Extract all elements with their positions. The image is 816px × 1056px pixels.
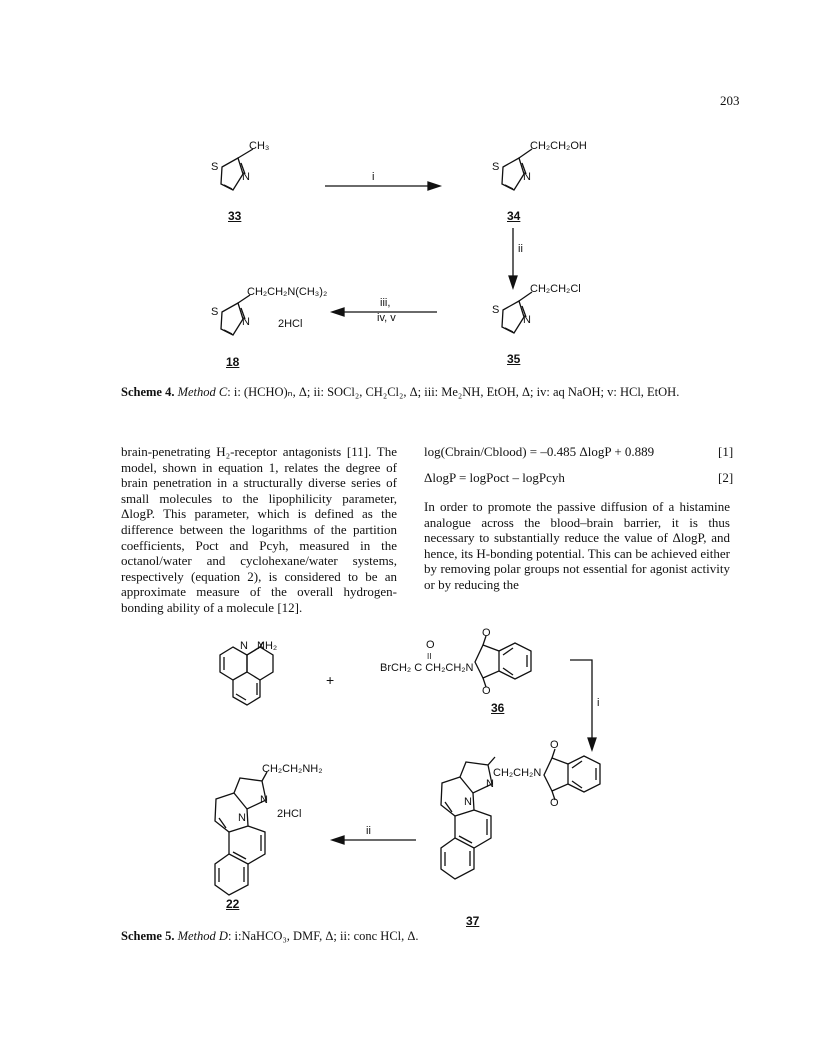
amino-group: NH₂	[257, 640, 278, 652]
bromoketone-chain: BrCH₂ C CH₂CH₂N	[380, 662, 474, 674]
phthalimide-36	[475, 636, 531, 687]
hydroxyethyl-group: CH₂CH₂OH	[530, 140, 587, 152]
step-label-ii: ii	[366, 825, 371, 837]
chloroethyl-group: CH₂CH₂Cl	[530, 283, 581, 295]
atom-n: N	[240, 640, 248, 652]
step-label-i: i	[597, 697, 600, 709]
atom-s: S	[211, 306, 219, 318]
carbonyl-oxygen-top: O	[550, 739, 559, 751]
atom-s: S	[492, 161, 500, 173]
equation-2: ΔlogP = logPoct – logPcyh	[424, 470, 565, 485]
left-column-paragraph: brain-penetrating H₂-receptor antagonists [11]. The model, shown in equation 1, relates the degree of brain penetration in a structurally diverse series of small molecules to the lipophilicity parameter, ΔlogP. This parameter, which is defined as the difference between the logarithms of the partition coefficients, Poct and Pcyh, measured in the octanol/water and cyclohexane/water systems, respectively (equation 2), is considered to be an approximate measure of the overall hydrogen-bonding ability of a molecule [12].	[121, 444, 397, 615]
atom-n: N	[242, 171, 250, 183]
page-number: 203	[720, 93, 740, 108]
atom-s: S	[211, 161, 219, 173]
caption-method: Method D	[177, 929, 228, 943]
carbonyl-oxygen-bottom: O	[482, 685, 491, 697]
compound-label-35: 35	[507, 352, 521, 366]
compound-label-37: 37	[466, 914, 480, 928]
dimethylaminoethyl-group: CH₂CH₂N(CH₃)₂	[247, 286, 328, 298]
compound-label-22: 22	[226, 897, 240, 911]
aminoethyl-group: CH₂CH₂NH₂	[262, 763, 323, 775]
arrow-step-i	[570, 660, 596, 750]
ethyl-linker: CH₂CH₂N	[493, 767, 542, 779]
imidazoisoquinoline-37	[441, 757, 495, 879]
caption-method: Method C	[177, 385, 228, 399]
right-column-paragraph: In order to promote the passive diffusion of a histamine analogue across the blood–brain barrier, it is thus necessary to substantially reduce the value of ΔlogP, and hence, its H-bonding potential. This can be achieved either by removing polar groups not essential for agonist activity or by reducing the	[424, 499, 730, 592]
equation-1: log(Cbrain/Cblood) = –0.485 ΔlogP + 0.889	[424, 444, 655, 459]
salt-label: 2HCl	[277, 808, 302, 820]
atom-n: N	[238, 812, 246, 824]
keto-oxygen: O	[426, 639, 435, 651]
caption-text: : i:NaHCO₃, DMF, Δ; ii: conc HCl, Δ.	[227, 929, 419, 943]
step-label-i: i	[372, 171, 375, 183]
methyl-group: CH₃	[249, 140, 270, 152]
atom-n: N	[260, 794, 268, 806]
carbonyl-oxygen-bottom: O	[550, 797, 559, 809]
caption-title: Scheme 5.	[121, 929, 175, 943]
imidazoisoquinoline-22	[215, 772, 267, 895]
compound-label-33: 33	[228, 209, 242, 223]
equation-1-number: [1]	[718, 444, 734, 459]
atom-n: N	[523, 171, 531, 183]
step-label-iii: iii,	[380, 297, 391, 309]
caption-text: : i: (HCHO)ₙ, Δ; ii: SOCl₂, CH₂Cl₂, Δ; iii: Me₂NH, EtOH, Δ; iv: aq NaOH; v: HCl, EtOH.	[227, 385, 680, 399]
step-label-ii: ii	[518, 243, 523, 255]
phthalimide-37	[544, 749, 600, 800]
double-bond-mark: II	[427, 652, 432, 661]
compound-label-36: 36	[491, 701, 505, 715]
compound-label-18: 18	[226, 355, 240, 369]
atom-n: N	[242, 316, 250, 328]
carbonyl-oxygen-top: O	[482, 627, 491, 639]
scheme-5-caption	[121, 929, 721, 944]
atom-n: N	[486, 778, 494, 790]
step-label-iv-v: iv, v	[377, 312, 396, 324]
caption-title: Scheme 4.	[121, 385, 175, 399]
salt-label: 2HCl	[278, 318, 303, 330]
compound-label-34: 34	[507, 209, 521, 223]
plus-sign: +	[326, 672, 335, 688]
arrow-step-ii	[332, 836, 416, 844]
atom-s: S	[492, 304, 500, 316]
equation-2-number: [2]	[718, 470, 734, 485]
atom-n: N	[523, 314, 531, 326]
atom-n: N	[464, 796, 472, 808]
